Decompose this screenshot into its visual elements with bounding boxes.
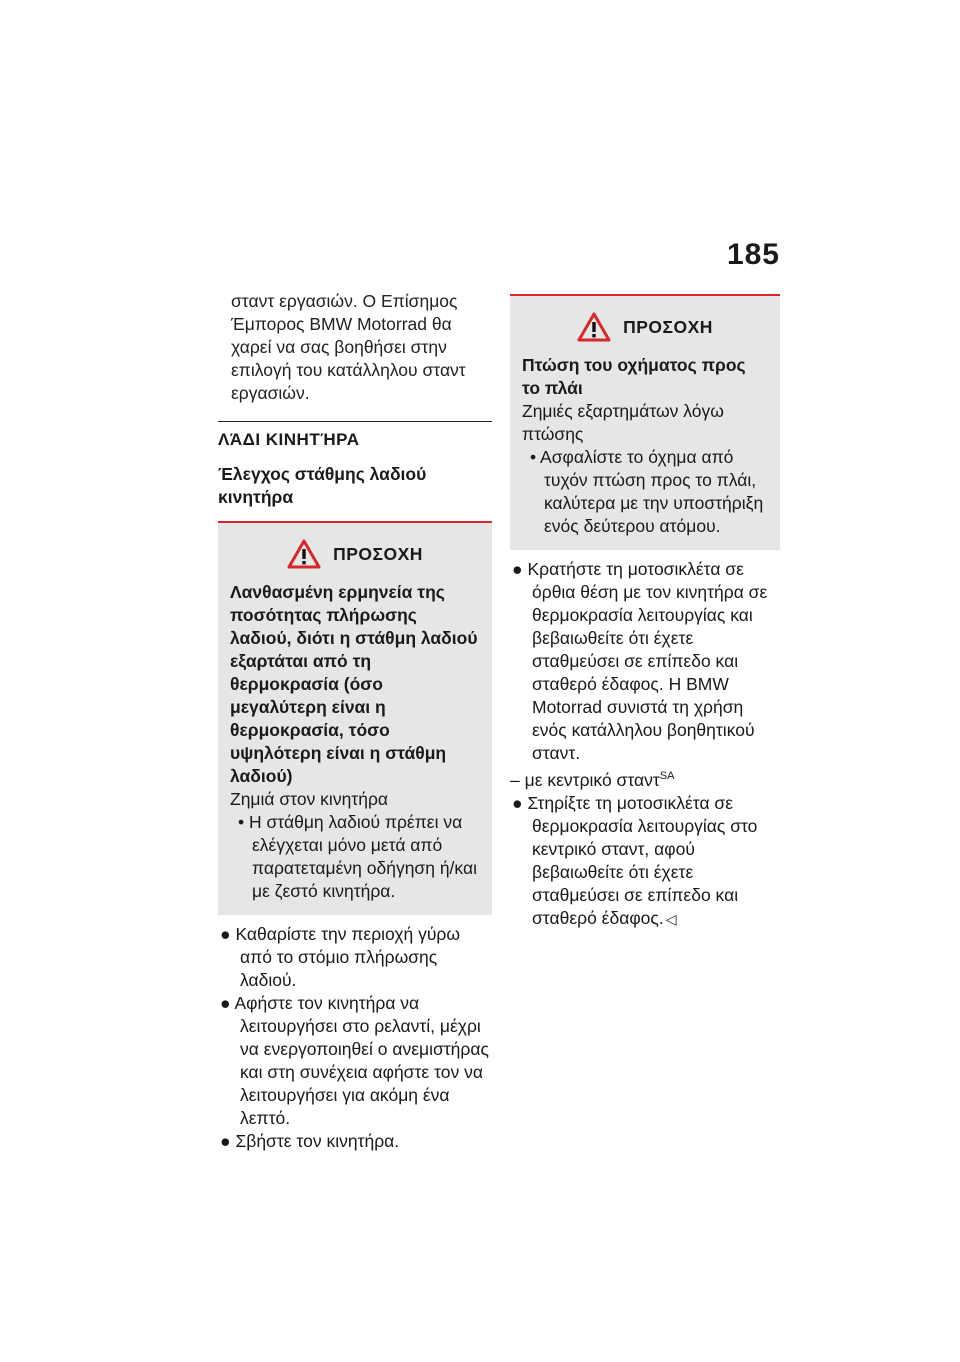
steps-list [510, 558, 780, 931]
sa-superscript: SA [659, 770, 675, 782]
end-of-section-icon: ◁ [665, 910, 677, 927]
steps-list [218, 923, 492, 1153]
step-item: ● Κρατήστε τη μοτοσικλέτα σε όρθια θέση με τον κινητήρα σε θερμοκρασία λειτουργίας και βεβαιωθείτε ότι έχετε σταθμεύσει σε επίπεδο και σταθερό έδαφος. Η BMW Motorrad συνιστά τη χρήση ενός κατάλληλου βοηθητικού σταντ. [512, 559, 768, 763]
step-item: ● Σβήστε τον κινητήρα. [220, 1131, 400, 1151]
intro-paragraph: σταντ εργασιών. Ο Επίσημος Έμπορος BMW Motorrad θα χαρεί να σας βοηθήσει στην επιλογή του κατάλληλου σταντ εργασιών. [231, 291, 466, 403]
subsection-title: Έλεγχος στάθμης λαδιού κινητήρα [218, 464, 427, 507]
warning-label: ΠΡΟΣΟΧΗ [333, 543, 423, 564]
warning-header [230, 533, 480, 575]
step-item: ● Καθαρίστε την περιοχή γύρω από το στόμιο πλήρωσης λαδιού. [220, 924, 461, 990]
left-column [218, 290, 492, 1153]
warning-triangle-icon [577, 312, 611, 342]
warning-action: • Ασφαλίστε το όχημα από τυχόν πτώση προς το πλάι, καλύτερα με την υποστήριξη ενός δεύτερου ατόμου. [530, 447, 764, 536]
condition-item: – με κεντρικό σταντ$^{SA}$ [510, 769, 675, 790]
warning-title: Λανθασμένη ερμηνεία της ποσότητας πλήρωσης λαδιού, διότι η στάθμη λαδιού εξαρτάται από τη θερμοκρασία (όσο μεγαλύτερη είναι η θερμοκρασία, τόσο υψηλότερη είναι η στάθμη λαδιού) [230, 582, 478, 786]
right-column [510, 290, 780, 931]
section-divider [218, 421, 492, 422]
step-item: ● Στηρίξτε τη μοτοσικλέτα σε θερμοκρασία λειτουργίας στο κεντρικό σταντ, αφού βεβαιωθείτε ότι έχετε σταθμεύσει σε επίπεδο και σταθερό έδαφος. ◁ [512, 792, 758, 928]
warning-title: Πτώση του οχήματος προς το πλάι [522, 355, 746, 398]
warning-box-fall [510, 294, 780, 550]
warning-box-oil [218, 521, 492, 915]
warning-action: • Η στάθμη λαδιού πρέπει να ελέγχεται μόνο μετά από παρατεταμένη οδήγηση ή/και με ζεστό κινητήρα. [238, 812, 477, 901]
warning-header [522, 306, 768, 348]
warning-risk: Ζημιά στον κινητήρα [230, 789, 389, 809]
warning-label: ΠΡΟΣΟΧΗ [623, 316, 713, 337]
step-item: ● Αφήστε τον κινητήρα να λειτουργήσει στο ρελαντί, μέχρι να ενεργοποιηθεί ο ανεμιστήρας και στη συνέχεια αφήστε τον να λειτουργήσει για ακόμη ένα λεπτό. [220, 993, 489, 1128]
page-number: 185 [726, 238, 780, 271]
warning-risk: Ζημιές εξαρτημάτων λόγω πτώσης [522, 401, 724, 444]
section-title: ΛΆΔΙ ΚΙΝΗΤΉΡΑ [218, 430, 360, 449]
warning-triangle-icon [287, 539, 321, 569]
